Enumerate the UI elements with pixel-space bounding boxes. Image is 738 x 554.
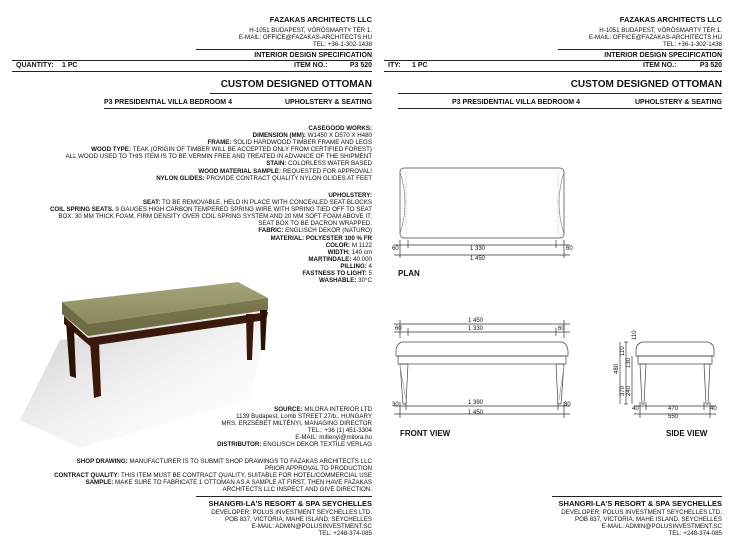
dim-label: 1 450 <box>468 318 484 324</box>
divider <box>210 93 372 94</box>
spec-line <box>50 242 372 249</box>
spec-line <box>50 192 372 199</box>
spec-line <box>50 206 372 213</box>
spec-key: FABRIC: <box>258 227 286 235</box>
spec-key: MATERIAL: POLYESTER 100 % FR <box>270 234 372 242</box>
spec-value: PRIOR APPROVAL TO PRODUCTION <box>264 465 372 473</box>
divider <box>398 108 722 109</box>
spec-line <box>66 168 372 175</box>
spec-value: ARCHITECTS LLC INSPECT AND GIVE DIRECTION. <box>222 486 372 494</box>
spec-line <box>66 125 372 132</box>
spec-line <box>54 486 372 493</box>
spec-line <box>217 406 372 413</box>
dim-label: 40 <box>710 406 717 412</box>
spec-line <box>66 139 372 146</box>
spec-line <box>50 256 372 263</box>
spec-value: COLORLESS WATER BASED <box>288 160 372 168</box>
spec-key: FRAME: <box>207 139 234 147</box>
spec-key: WASHABLE: <box>318 277 359 285</box>
divider <box>552 496 722 497</box>
dim-label: 30 <box>564 402 571 408</box>
spec-key: COIL SPRING SEATS. <box>49 206 116 214</box>
spec-value: 9 GAUGES HIGH CARBON TEMPERED SPRING WIRE WITH SPRING TIED OFF TO SEAT <box>115 206 372 214</box>
location: P3 PRESIDENTIAL VILLA BEDROOM 4 <box>452 99 580 106</box>
dim-label: 480 <box>614 363 620 374</box>
spec-key: MARTINDALE: <box>308 255 354 263</box>
spec-key: SAMPLE: <box>85 479 116 487</box>
spec-line <box>54 479 372 486</box>
company-address: H-1051 BUDAPEST, VÖRÖSMARTY TÉR 1. <box>599 27 722 34</box>
spec-line <box>50 270 372 277</box>
company-tel: TEL: +36-1-302-1438 <box>313 41 372 48</box>
spec-line <box>54 458 372 465</box>
spec-value: THIS ITEM MUST BE CONTRACT QUALITY, SUITABLE FOR HOTEL/COMMERCIAL USE <box>121 472 372 480</box>
spec-key: COLOR: <box>325 241 352 249</box>
leg <box>260 310 267 350</box>
company-email: E-MAIL: OFFICE@FAZAKAS-ARCHITECTS.HU <box>588 34 722 41</box>
spec-line <box>66 146 372 153</box>
quantity-value: 1 PC <box>62 62 78 69</box>
spec-value: TEAK (ORIGIN OF TIMBER WILL BE ACCEPTED ONLY FROM CERTIFIED FOREST) <box>132 146 372 154</box>
spec-value: MANUFACTURER IS TO SUBMIT SHOP DRAWINGS TO FAZAKAS ARCHITECTS LLC <box>129 458 372 465</box>
dim-label: 1 330 <box>470 246 486 252</box>
spec-line <box>66 132 372 139</box>
quantity-label: ITY: <box>388 62 401 69</box>
dim-label: 30 <box>392 402 399 408</box>
client-pob: POB 837, VICTORIA, MAHE ISLAND, SEYCHELLES <box>224 516 372 523</box>
client-tel: TEL: +248-374-085 <box>318 530 372 537</box>
spec-key: SOURCE: <box>274 406 305 413</box>
client-pob: POB 837, VICTORIA, MAHE ISLAND, SEYCHELLES <box>574 516 722 523</box>
dim-label: 60 <box>392 246 399 252</box>
spec-line <box>66 160 372 167</box>
item-label: ITEM NO.: <box>294 62 328 69</box>
item-value: P3 520 <box>349 62 372 69</box>
spec-line <box>50 213 372 220</box>
plan-drawing <box>394 168 570 258</box>
notes-spec <box>54 458 372 493</box>
technical-drawings <box>384 160 722 450</box>
spec-value: ALL WOOD USED TO THIS ITEM IS TO BE VERMIN FREE AND TREATED IN ADVANCE OF THE SHIPMENT <box>65 153 372 161</box>
spec-line <box>50 199 372 206</box>
spec-line <box>66 175 372 182</box>
spec-value: TO BE REMOVABLE, HELD IN PLACE WITH CONCEALED SEAT BLOCKS <box>162 199 372 207</box>
quantity-value: 1 PC <box>412 62 428 69</box>
client-email: E-MAIL: ADMIN@POLUSINVESTMENT.SC <box>601 523 722 530</box>
spec-key: FASTNESS TO LIGHT: <box>302 270 369 278</box>
spec-value: MILORA INTERIOR LTD <box>304 406 372 413</box>
spec-key: SEAT: <box>142 199 163 207</box>
plan-label: PLAN <box>398 269 420 278</box>
spec-line <box>54 465 372 472</box>
dim-label: 1 450 <box>470 256 486 262</box>
spec-line <box>50 227 372 234</box>
dim-label: 130 <box>626 357 632 368</box>
spec-title: INTERIOR DESIGN SPECIFICATION <box>604 52 722 59</box>
spec-value: 5 <box>368 270 372 278</box>
dim-label: 110 <box>632 330 638 340</box>
location: P3 PRESIDENTIAL VILLA BEDROOM 4 <box>104 99 232 106</box>
spec-value: MAKE SURE TO FABRICATE 1 OTTOMAN AS A SAMPLE AT FIRST, THEN HAVE FAZAKAS <box>115 479 372 487</box>
divider <box>384 71 722 72</box>
spec-line <box>217 427 372 434</box>
spec-value: PROVIDE CONTRACT QUALITY NYLON GLIDES AT FEET <box>206 174 372 182</box>
spec-key: WOOD MATERIAL SAMPLE: <box>198 167 283 175</box>
company-tel: TEL: +36-1-302-1438 <box>663 41 722 48</box>
category: UPHOLSTERY & SEATING <box>285 99 372 106</box>
product-title: CUSTOM DESIGNED OTTOMAN <box>570 79 722 90</box>
spec-line <box>217 413 372 420</box>
dim-label: 60 <box>395 326 402 332</box>
spec-key: CASEGOOD WORKS: <box>308 125 372 132</box>
dim-label: 470 <box>668 406 679 412</box>
divider <box>398 93 722 94</box>
item-value: P3 520 <box>699 62 722 69</box>
spec-line <box>50 263 372 270</box>
client-name: SHANGRI-LA'S RESORT & SPA SEYCHELLES <box>208 499 372 508</box>
company-name: FAZAKAS ARCHITECTS LLC <box>269 15 372 24</box>
spec-value: MRS. ERZSÉBET MILTÉNYI, MANAGING DIRECTOR <box>221 420 372 428</box>
divider <box>196 496 372 497</box>
spec-key: CONTRACT QUALITY: <box>54 472 122 480</box>
spec-key: DIMENSION (MM): <box>252 132 308 140</box>
spec-key: DISTRIBUTOR: <box>217 441 264 449</box>
divider <box>12 60 372 61</box>
spec-line <box>217 441 372 448</box>
category: UPHOLSTERY & SEATING <box>635 99 722 106</box>
spec-key: WOOD TYPE: <box>91 146 133 154</box>
spec-line <box>50 235 372 242</box>
casegood-spec <box>66 125 372 182</box>
spec-value: SOLID HARDWOOD TIMBER FRAME AND LEGS <box>233 139 372 147</box>
product-title: CUSTOM DESIGNED OTTOMAN <box>220 79 372 90</box>
spec-key: PILLING: <box>340 262 369 270</box>
divider <box>12 71 372 72</box>
spec-value: 140 cm <box>351 248 372 256</box>
side-view-label: SIDE VIEW <box>666 429 708 438</box>
spec-value: BOX. 30 MM THICK FOAM, FIRM DENSITY OVER COIL SPRING SYSTEM AND 20 MM SOFT FOAM ABOVE IT. <box>58 213 372 221</box>
spec-value: E-MAIL: miltenyi@milora.hu <box>295 434 372 442</box>
dim-label: 60 <box>558 326 565 332</box>
spec-title: INTERIOR DESIGN SPECIFICATION <box>254 52 372 59</box>
quantity-label: QUANTITY: <box>16 62 54 69</box>
company-email: E-MAIL: OFFICE@FAZAKAS-ARCHITECTS.HU <box>238 34 372 41</box>
spec-value: 30°C <box>358 277 372 285</box>
spec-value: REQUESTED FOR APPROVAL! <box>282 167 372 175</box>
spec-key: UPHOLSTERY: <box>328 192 372 199</box>
spec-line <box>217 420 372 427</box>
source-spec <box>217 406 372 449</box>
spec-line <box>50 220 372 227</box>
upholstery-spec <box>50 192 372 284</box>
spec-line <box>217 434 372 441</box>
client-tel: TEL: +248-374-085 <box>668 530 722 537</box>
spec-key: SHOP DRAWING: <box>76 458 130 465</box>
spec-value: TEL.: +36 (1) 451-3304 <box>307 427 372 435</box>
divider <box>558 49 722 50</box>
divider <box>196 49 372 50</box>
client-name: SHANGRI-LA'S RESORT & SPA SEYCHELLES <box>558 499 722 508</box>
dim-label: 110 <box>620 346 626 356</box>
item-label: ITEM NO.: <box>643 62 677 69</box>
spec-key: WIDTH: <box>327 248 352 256</box>
spec-line <box>50 249 372 256</box>
client-developer: DEVELOPER: POLUS INVESTMENT SEYCHELLES LTD. <box>211 509 372 516</box>
dim-label: 550 <box>668 414 679 420</box>
spec-value: ENGLISCH DEKOR (NATURO) <box>285 227 372 235</box>
spec-line <box>66 153 372 160</box>
divider <box>384 60 722 61</box>
spec-key: NYLON GLIDES: <box>156 174 207 182</box>
dim-label: 370 <box>620 385 626 396</box>
company-address: H-1051 BUDAPEST, VÖRÖSMARTY TÉR 1. <box>249 27 372 34</box>
dim-label: 60 <box>566 246 573 252</box>
right-sheet <box>384 0 722 554</box>
dim-label: 240 <box>626 385 632 396</box>
client-developer: DEVELOPER: POLUS INVESTMENT SEYCHELLES LTD. <box>561 509 722 516</box>
dim-label: 1 450 <box>468 410 484 416</box>
spec-line <box>54 472 372 479</box>
dim-label: 1 330 <box>468 326 484 332</box>
spec-value: SEAT BOX TO BE DACRON WRAPPED. <box>258 220 372 228</box>
spec-value: 4 <box>368 262 372 270</box>
divider <box>104 108 372 109</box>
spec-value: W1450 X D570 X H480 <box>307 132 372 140</box>
spec-value: 1139 Budapest, Lomb STREET 27/b., HUNGARY <box>236 413 372 421</box>
dim-label: 1 390 <box>468 400 484 406</box>
spec-value: ENGLISCH DEKOR TEXTILE VERLAG <box>263 441 372 449</box>
spec-key: STAIN: <box>266 160 289 168</box>
spec-value: 40.000 <box>353 255 372 263</box>
company-name: FAZAKAS ARCHITECTS LLC <box>619 15 722 24</box>
spec-value: M 1122 <box>351 241 372 249</box>
client-email: E-MAIL: ADMIN@POLUSINVESTMENT.SC <box>251 523 372 530</box>
front-view-label: FRONT VIEW <box>400 429 451 438</box>
dim-label: 40 <box>632 406 639 412</box>
